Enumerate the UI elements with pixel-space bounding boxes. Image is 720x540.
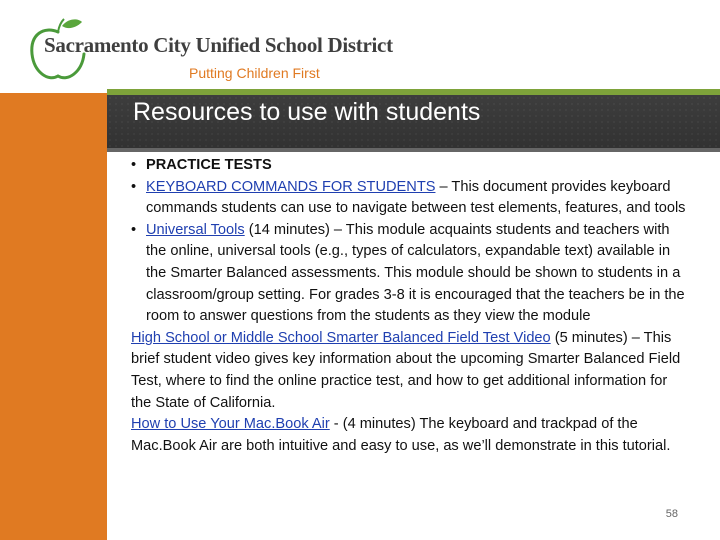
universal-tools-link[interactable]: Universal Tools	[146, 221, 245, 238]
slide-title: Resources to use with students	[133, 98, 481, 126]
field-test-video-paragraph	[131, 328, 691, 414]
field-test-video-link[interactable]: High School or Middle School Smarter Balanced Field Test Video	[131, 329, 551, 346]
logo-tagline: Putting Children First	[189, 65, 320, 81]
logo-district-name: Sacramento City Unified School District	[44, 33, 393, 57]
bullet: •	[131, 178, 137, 195]
list-item-practice-tests	[131, 155, 691, 177]
keyboard-commands-link[interactable]: KEYBOARD COMMANDS FOR STUDENTS	[146, 178, 436, 195]
practice-tests-label: PRACTICE TESTS	[146, 157, 272, 173]
macbook-air-link[interactable]: How to Use Your Mac.Book Air	[131, 416, 330, 433]
bullet: •	[131, 157, 137, 173]
bullet: •	[131, 221, 137, 238]
page-number: 58	[665, 508, 678, 520]
resource-list	[131, 155, 691, 328]
orange-side-bar	[0, 93, 107, 540]
title-band	[107, 95, 720, 152]
slide-content	[131, 155, 691, 457]
district-logo	[28, 18, 393, 88]
macbook-air-description: - (4 minutes) The keyboard and trackpad of the Mac.Book Air are both intuitive and easy to use, as we’ll demonstrate in this tutorial.	[131, 416, 671, 454]
macbook-air-paragraph	[131, 414, 691, 457]
list-item-keyboard-commands	[131, 177, 691, 220]
universal-tools-description: (14 minutes) – This module acquaints students and teachers with the online, universal tools (e.g., types of calculators, expandable text) available in the Smarter Balanced assessments. This module should be shown to students in a classroom/group setting. For grades 3-8 it is encouraged that the teachers be in the room to answer questions from the students as they view the module	[146, 221, 685, 325]
keyboard-commands-description: – This document provides keyboard commands students can use to navigate between test elements, features, and tools	[146, 178, 686, 217]
field-test-video-description: (5 minutes) – This brief student video gives key information about the upcoming Smarter Balanced Field Test, where to find the online practice test, and how to get additional information for the State of California.	[131, 329, 681, 411]
list-item-universal-tools	[131, 220, 691, 328]
